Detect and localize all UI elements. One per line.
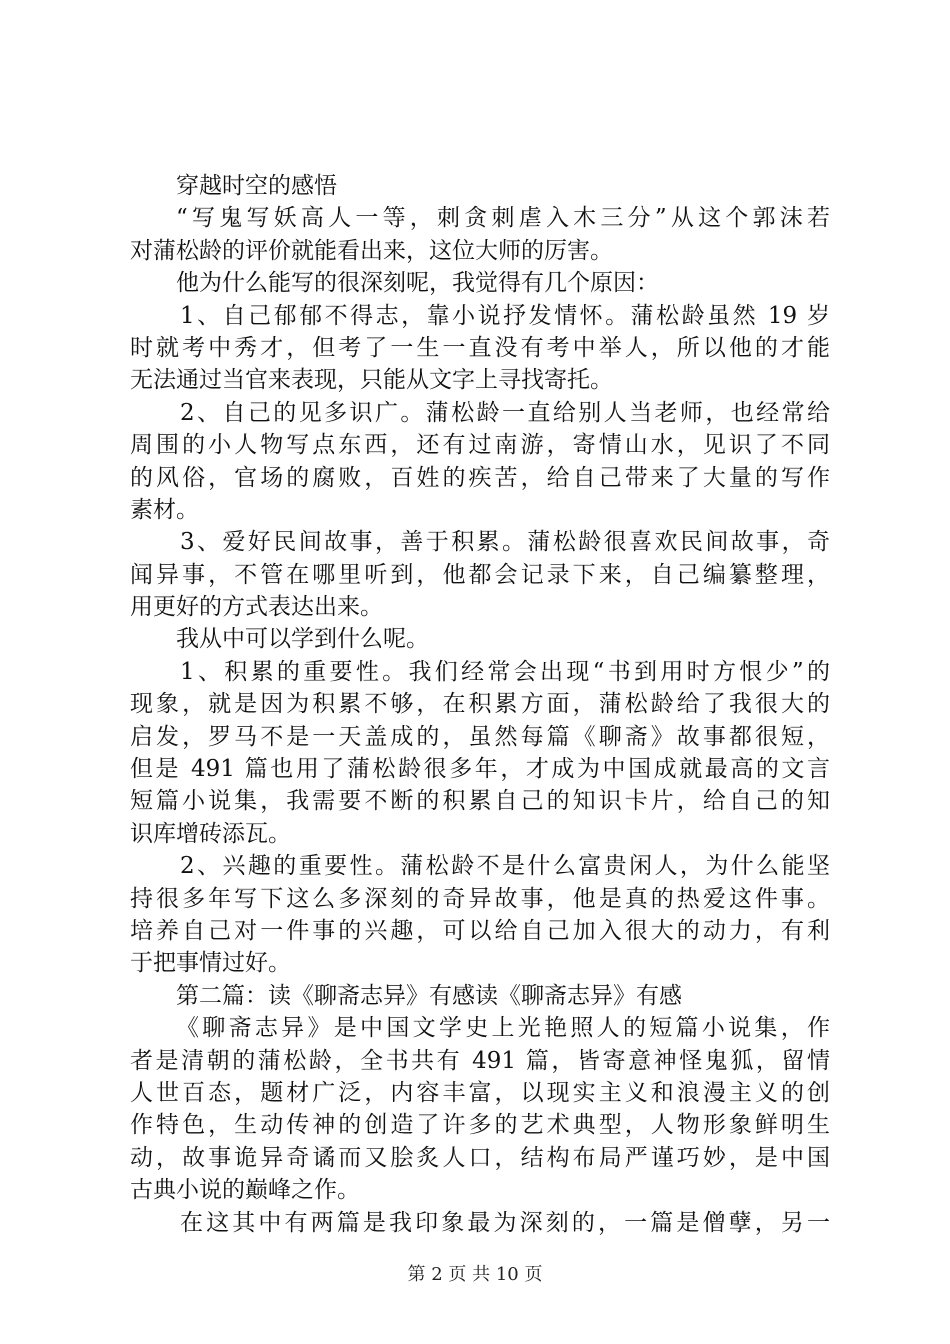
paragraph-line: 2、兴趣的重要性。蒲松龄不是什么富贵闲人，为什么能坚 bbox=[180, 853, 830, 880]
paragraph-line: 作特色，生动传神的创造了许多的艺术典型，人物形象鲜明生 bbox=[130, 1112, 830, 1139]
paragraph-line: 者是清朝的蒲松龄，全书共有 491 篇，皆寄意神怪鬼狐，留情 bbox=[130, 1047, 830, 1074]
paragraph-line: 2、自己的见多识广。蒲松龄一直给别人当老师，也经常给 bbox=[180, 399, 830, 426]
paragraph-line: 《聊斋志异》是中国文学史上光艳照人的短篇小说集，作 bbox=[176, 1015, 830, 1042]
paragraph-line: 3、爱好民间故事，善于积累。蒲松龄很喜欢民间故事，奇 bbox=[180, 529, 830, 556]
paragraph-line: 启发，罗马不是一天盖成的，虽然每篇《聊斋》故事都很短， bbox=[130, 723, 830, 750]
paragraph-line: 周围的小人物写点东西，还有过南游，寄情山水，见识了不同 bbox=[130, 432, 830, 459]
paragraph-line: 短篇小说集，我需要不断的积累自己的知识卡片，给自己的知 bbox=[130, 788, 830, 815]
paragraph-line: 识库增砖添瓦。 bbox=[130, 820, 291, 847]
paragraph-line: 他为什么能写的很深刻呢，我觉得有几个原因： bbox=[176, 270, 659, 297]
paragraph-line: 于把事情过好。 bbox=[130, 950, 291, 977]
paragraph-line: 持很多年写下这么多深刻的奇异故事，他是真的热爱这件事。 bbox=[130, 885, 830, 912]
paragraph-line: 动，故事诡异奇谲而又脍炙人口，结构布局严谨巧妙，是中国 bbox=[130, 1144, 830, 1171]
paragraph-line: 在这其中有两篇是我印象最为深刻的，一篇是僧孽，另一 bbox=[180, 1209, 830, 1236]
paragraph-line: 时就考中秀才，但考了一生一直没有考中举人，所以他的才能 bbox=[130, 334, 830, 361]
page-footer: 第 2 页 共 10 页 bbox=[407, 1264, 543, 1285]
paragraph-line: 人世百态，题材广泛，内容丰富，以现实主义和浪漫主义的创 bbox=[130, 1079, 830, 1106]
paragraph-line: “写鬼写妖高人一等，刺贪刺虐入木三分”从这个郭沫若 bbox=[176, 205, 830, 232]
paragraph-line: 用更好的方式表达出来。 bbox=[130, 594, 383, 621]
paragraph-line: 无法通过当官来表现，只能从文字上寻找寄托。 bbox=[130, 367, 613, 394]
paragraph-line: 我从中可以学到什么呢。 bbox=[176, 626, 429, 653]
paragraph-line: 1、积累的重要性。我们经常会出现“书到用时方恨少”的 bbox=[180, 658, 830, 685]
paragraph-line: 对蒲松龄的评价就能看出来，这位大师的厉害。 bbox=[130, 237, 613, 264]
document-body bbox=[130, 170, 830, 1239]
section-heading: 穿越时空的感悟 bbox=[176, 173, 337, 199]
paragraph-line: 1、自己郁郁不得志，靠小说抒发情怀。蒲松龄虽然 19 岁 bbox=[180, 302, 830, 329]
paragraph-line: 培养自己对一件事的兴趣，可以给自己加入很大的动力，有利 bbox=[130, 917, 830, 944]
paragraph-line: 现象，就是因为积累不够，在积累方面，蒲松龄给了我很大的 bbox=[130, 691, 830, 718]
paragraph-line: 古典小说的巅峰之作。 bbox=[130, 1177, 360, 1204]
paragraph-line: 但是 491 篇也用了蒲松龄很多年，才成为中国成就最高的文言 bbox=[130, 756, 830, 783]
paragraph-line: 素材。 bbox=[130, 496, 199, 523]
paragraph-line: 闻异事，不管在哪里听到，他都会记录下来，自己编纂整理， bbox=[130, 561, 830, 588]
section-heading: 第二篇：读《聊斋志异》有感读《聊斋志异》有感 bbox=[176, 982, 682, 1009]
paragraph-line: 的风俗，官场的腐败，百姓的疾苦，给自己带来了大量的写作 bbox=[130, 464, 830, 491]
